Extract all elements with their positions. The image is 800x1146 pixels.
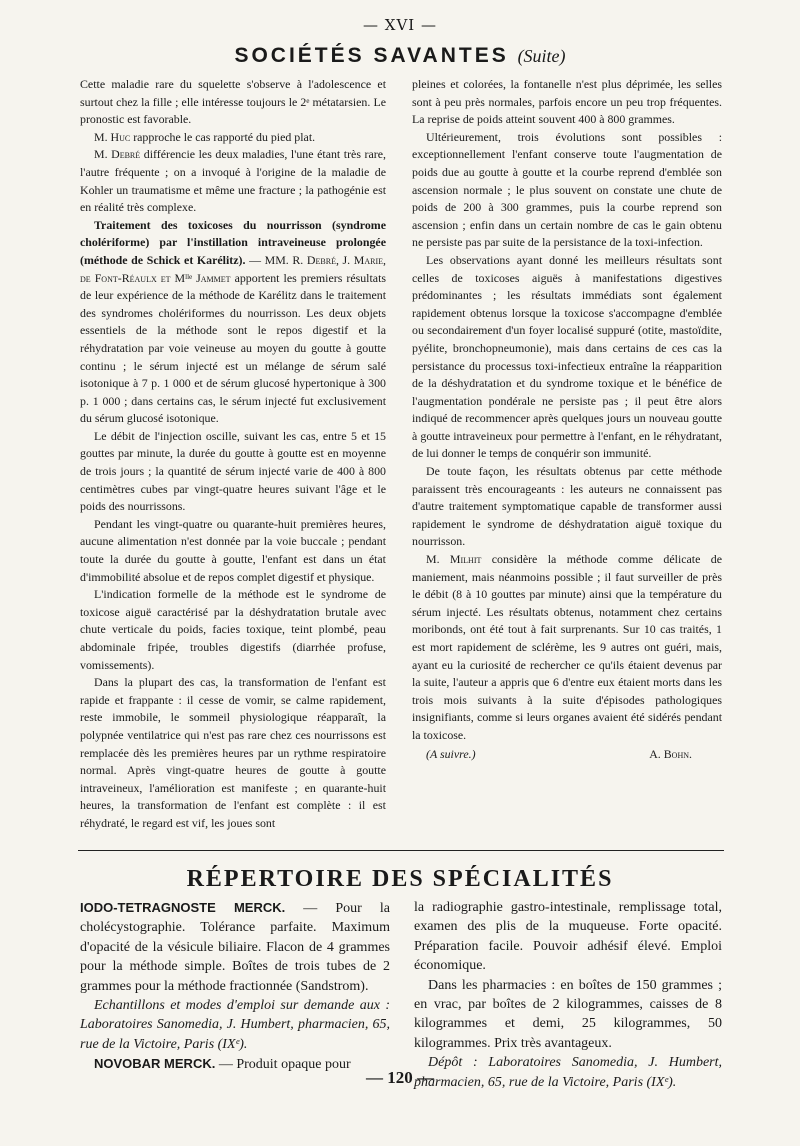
product-entry	[80, 898, 390, 996]
product-name: NOVOBAR MERCK.	[94, 1056, 216, 1072]
authors: MM. R. Debré, J. Marie, de Font-Réaulx et Mˡˡᵉ Jammet	[80, 252, 387, 285]
speaker-name: M. Huc	[94, 129, 131, 144]
product-description: — Pour la cholécystographie. Tolérance parfaite. Maximum d'opacité de la vésicule biliaire. Flacon de 4 grammes pour la méthode simple. Boîtes de trois tubes de 2 grammes pour la méthode fractionnée (Sandstrom).	[80, 901, 390, 994]
paragraph	[80, 217, 386, 428]
to-be-continued: (A suivre.)	[426, 746, 476, 761]
paragraph: Cette maladie rare du squelette s'observe à l'adolescence et surtout chez la fille ; elle intéresse toujours le 2ᵉ métatarsien. Le pronostic est favorable.	[80, 77, 386, 127]
product-name: IODO-TETRAGNOSTE MERCK.	[80, 900, 286, 915]
repertoire-left-column	[80, 898, 390, 1075]
left-column	[80, 76, 386, 833]
right-column	[412, 76, 722, 763]
paragraph: Ultérieurement, trois évolutions sont possibles : exceptionnellement l'enfant conserve toute l'augmentation de poids due au goutte à goutte et la courbe reprend d'emblée son ascension normale ; le plus souvent on constate une chute de poids de 200 à 300 grammes, puis la courbe reprend son ascension ; enfin dans un certain nombre de cas le gain obtenu ne persiste pas par suite de la persistance de la toxi-infection.	[412, 129, 722, 250]
product-description: — Produit opaque pour	[215, 1057, 351, 1073]
depot-note: Dépôt : Laboratoires Sanomedia, J. Humbert, pharmacien, 65, rue de la Victoire, Paris (IXᵉ).	[414, 1055, 722, 1090]
paragraph: Pendant les vingt-quatre ou quarante-huit premières heures, aucune alimentation n'est donnée par la voie buccale ; pendant toute la durée du goutte à goutte, l'enfant est dans un état d'immobilité absolue et de repos complet digestif et physique.	[80, 516, 386, 584]
section-heading	[0, 44, 800, 68]
repertoire-right-column	[414, 898, 722, 1092]
article-author: A. Bohn.	[649, 746, 692, 761]
roman-folio: — XVI —	[363, 16, 437, 34]
paragraph: pleines et colorées, la fontanelle n'est plus déprimée, les selles sont à peu près normales, parfois encore un peu trop fréquentes. La reprise de poids atteint souvent 400 à 800 grammes.	[412, 77, 722, 127]
communication-title: Traitement des toxicoses du nourrisson (syndrome cholériforme) par l'instillation intraveineuse prolongée (méthode de Schick et Karélitz).	[80, 217, 386, 267]
paragraph	[80, 146, 386, 216]
product-description: la radiographie gastro-intestinale, remplissage total, examen des plis de la muqueuse. Forte opacité. Préparation facile. Pouvoir adhésif élevé. Emploi économique.	[414, 900, 722, 974]
paragraph: Le débit de l'injection oscille, suivant les cas, entre 5 et 15 gouttes par minute, la durée du goutte à goutte est en moyenne de trois jours ; la quantité de sérum injecté varie de 400 à 800 centimètres cubes par vingt-quatre heures suivant l'âge et le poids des nourrissons.	[80, 428, 386, 514]
paragraph: L'indication formelle de la méthode est le syndrome de toxicose aiguë caractérisé par la déshydratation brutale avec chute verticale du poids, facies toxique, teint plombé, peau abdominale fripée, troubles digestifs (diarrhée profuse, vomissements).	[80, 587, 386, 672]
section-title: SOCIÉTÉS SAVANTES	[234, 44, 509, 67]
paragraph-text: rapproche le cas rapporté du pied plat.	[130, 129, 316, 144]
paragraph	[412, 551, 722, 745]
paragraph	[80, 129, 386, 147]
packaging-note: Dans les pharmacies : en boîtes de 150 grammes ; en vrac, par boîtes de 2 kilogrammes, caisses de 8 kilogrammes et demi, 25 kilogrammes, 50 kilogrammes. Prix très avantageux.	[414, 977, 722, 1051]
repertoire-title: RÉPERTOIRE DES SPÉCIALITÉS	[186, 866, 614, 892]
speaker-name: M. Milhit	[426, 552, 482, 567]
paragraph-text: différencie les deux maladies, l'une étant très rare, l'autre fréquente ; on a invoqué à l'origine de la maladie de Kohler un traumatisme et même une fracture ; la pathogénie est en réalité très complexe.	[80, 147, 386, 215]
section-divider	[78, 850, 724, 851]
paragraph-text: considère la méthode comme délicate de maniement, mais néanmoins possible ; il faut surveiller de près le débit (8 à 10 gouttes par minute) ainsi que la température du sérum injecté. Les résultats obtenus, notamment chez certains moribonds, ont été tout à fait surprenants. Sur 10 cas traités, 1 est mort rapidement de sclérème, les 9 autres ont guéri, mais, ayant eu la curiosité de rechercher ce qu'ils étaient devenus par la suite, l'auteur a appris que 6 d'entre eux étaient morts dans les trois mois suivants à la suite d'épisodes pathologiques insignifiants, comme si leurs organes avaient été sidérés pendant la toxicose.	[412, 552, 722, 742]
paragraph-text: apportent les premiers résultats de leur expérience de la méthode de Karélitz dans le traitement des syndromes cholériformes du nourrisson. Les deux objets essentiels de la méthode sont le repos digestif et la réhydratation par voie veineuse au moyen du goutte à goutte continu ; le sérum injecté est un mélange de sérum salé isotonique à 7 p. 1 000 et de sérum glucosé hypertonique à 300 p. 1 000 ; dans certains cas, le sérum injecté fut exclusivement du sérum glucosé isotonique.	[80, 270, 386, 426]
paragraph: De toute façon, les résultats obtenus par cette méthode paraissent très encourageants : les auteurs ne connaissent pas d'autre traitement symptomatique capable de transformer aussi rapidement le syndrome de déshydratation aiguë toxique du nourrisson.	[412, 464, 722, 549]
samples-note: Echantillons et modes d'emploi sur demande aux : Laboratoires Sanomedia, J. Humbert, pharmacien, 65, rue de la Victoire, Paris (IXᵉ).	[80, 998, 390, 1052]
speaker-name: M. Debré	[94, 147, 141, 162]
paragraph: Dans la plupart des cas, la transformation de l'enfant est rapide et frappante : il cesse de vomir, se calme rapidement, reste immobile, le sommeil physiologique réapparaît, la polypnée ventilatrice qui n'est pas rare chez ces nourrissons est remplacée dès les premières heures par un rythme respiratoire normal. Après vingt-quatre heures de goutte à goutte intraveineux, l'amélioration est manifeste ; en quarante-huit heures, la transformation de l'enfant est complète : il est réhydraté, le regard est vif, les joues sont	[80, 675, 386, 830]
section-suite: (Suite)	[517, 46, 566, 66]
page-number: — 120 —	[366, 1068, 434, 1087]
separator: —	[245, 252, 265, 267]
byline	[412, 746, 722, 764]
paragraph: Les observations ayant donné les meilleurs résultats sont celles de toxicoses aiguës à manifestations digestives prédominantes ; les résultats immédiats sont également rapidement obtenus lorsque la toxicose s'accompagne d'emblée ou secondairement d'un foyer localisé suppuré (otite, mastoïdite, pyélite, bronchopneumonie), mais dans certains de ces cas la persistance du processus toxi-infectieux entraîne la réapparition de la déshydratation et du syndrome toxique et le bénéfice de l'augmentation pondérale ne persiste pas ; il peut être alors indiqué de recommencer après quelques jours un nouveau goutte à goutte intraveineux pour permettre à l'enfant, en le réhydratant, de lui donner le temps de conquérir son immunité.	[412, 252, 722, 461]
